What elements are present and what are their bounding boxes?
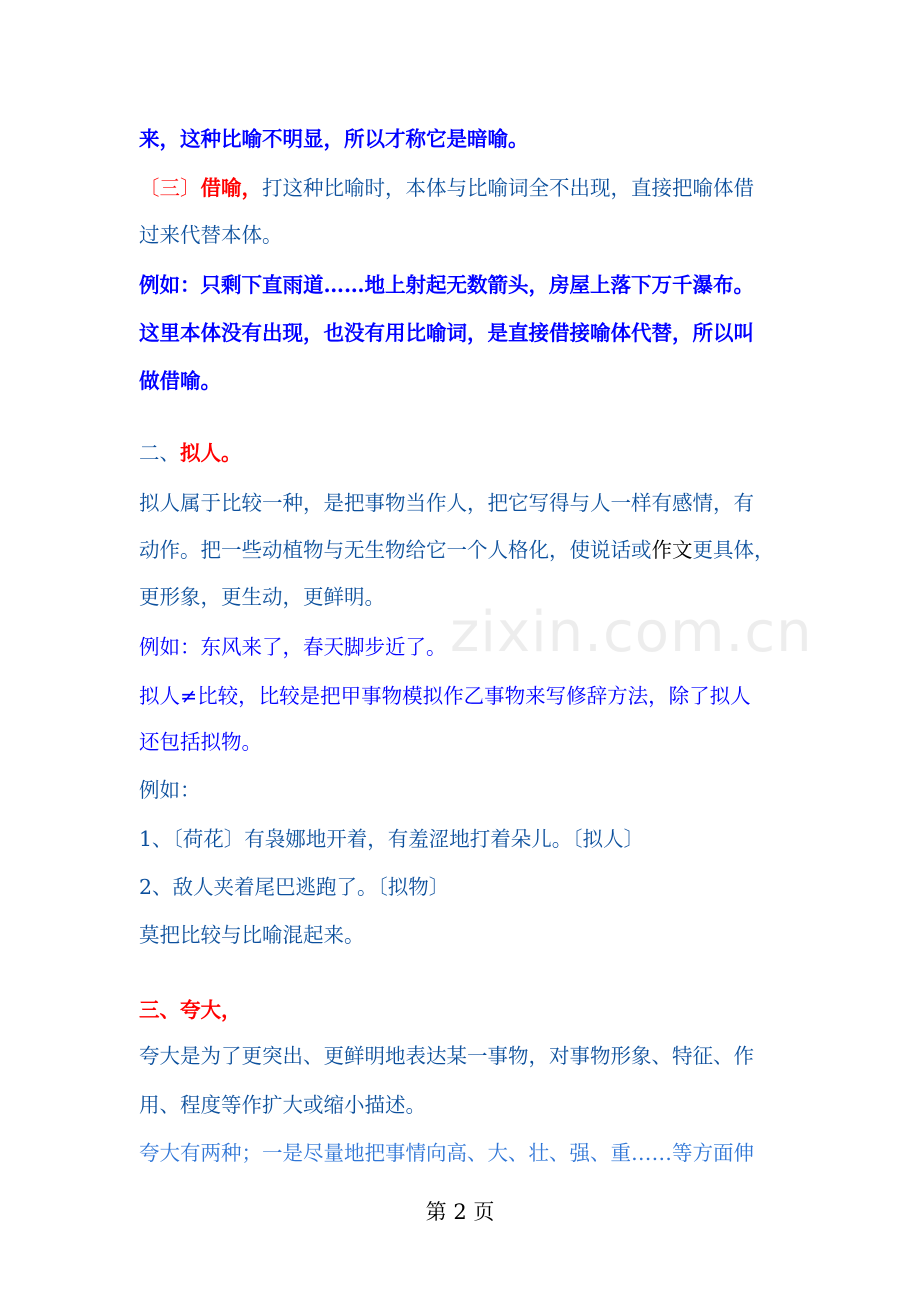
watermark: zixin.com.cn xyxy=(450,600,813,665)
paragraph-line: 做借喻。 xyxy=(139,369,221,393)
section-marker: 〔三〕 xyxy=(139,176,201,200)
body-text: 打这种比喻时，本体与比喻词全不出现，直接把喻体借 xyxy=(262,176,754,200)
paragraph-line: 过来代替本体。 xyxy=(139,223,283,247)
paragraph-line: 用、程度等作扩大或缩小描述。 xyxy=(139,1093,426,1117)
example-line: 例如：东风来了，春天脚步近了。 xyxy=(139,635,447,659)
example-line: 例如： xyxy=(139,778,201,802)
section-heading: 借喻， xyxy=(200,176,262,200)
body-text: 动作。把一些动植物与无生物给它一个人格化，使说话或 xyxy=(139,538,652,562)
section-heading: 拟人。 xyxy=(180,441,242,465)
paragraph-line: 还包括拟物。 xyxy=(139,730,262,754)
paragraph-line: 来，这种比喻不明显，所以才称它是暗喻。 xyxy=(139,127,529,151)
paragraph-line: 拟人≠比较，比较是把甲事物模拟作乙事物来写修辞方法，除了拟人 xyxy=(139,684,751,708)
paragraph-line xyxy=(139,535,789,565)
body-text: 更具体， xyxy=(692,538,775,562)
example-line: 例如：只剩下直雨道……地上射起无数箭头，房屋上落下万千瀑布。 xyxy=(139,273,754,297)
list-item: 1、〔荷花〕有袅娜地开着，有羞涩地打着朵儿。〔拟人〕 xyxy=(139,827,645,851)
list-item: 2、敌人夹着尾巴逃跑了。〔拟物〕 xyxy=(139,875,450,899)
section-heading-line xyxy=(139,438,789,468)
paragraph-line: 莫把比较与比喻混起来。 xyxy=(139,923,365,947)
body-text: 作文 xyxy=(651,538,693,562)
paragraph-line: 夸大是为了更突出、更鲜明地表达某一事物，对事物形象、特征、作 xyxy=(139,1044,754,1068)
paragraph-line: 这里本体没有出现，也没有用比喻词，是直接借接喻体代替，所以叫 xyxy=(139,321,754,345)
section-number: 二、 xyxy=(139,441,180,465)
paragraph-line xyxy=(139,173,789,203)
paragraph-line: 夸大有两种；一是尽量地把事情向高、大、壮、强、重……等方面伸 xyxy=(139,1141,754,1165)
paragraph-line: 更形象，更生动，更鲜明。 xyxy=(139,585,385,609)
paragraph-line: 拟人属于比较一种，是把事物当作人，把它写得与人一样有感情，有 xyxy=(139,491,754,515)
section-heading: 三、夸大， xyxy=(139,998,242,1022)
page-number: 第 2 页 xyxy=(425,1200,495,1224)
